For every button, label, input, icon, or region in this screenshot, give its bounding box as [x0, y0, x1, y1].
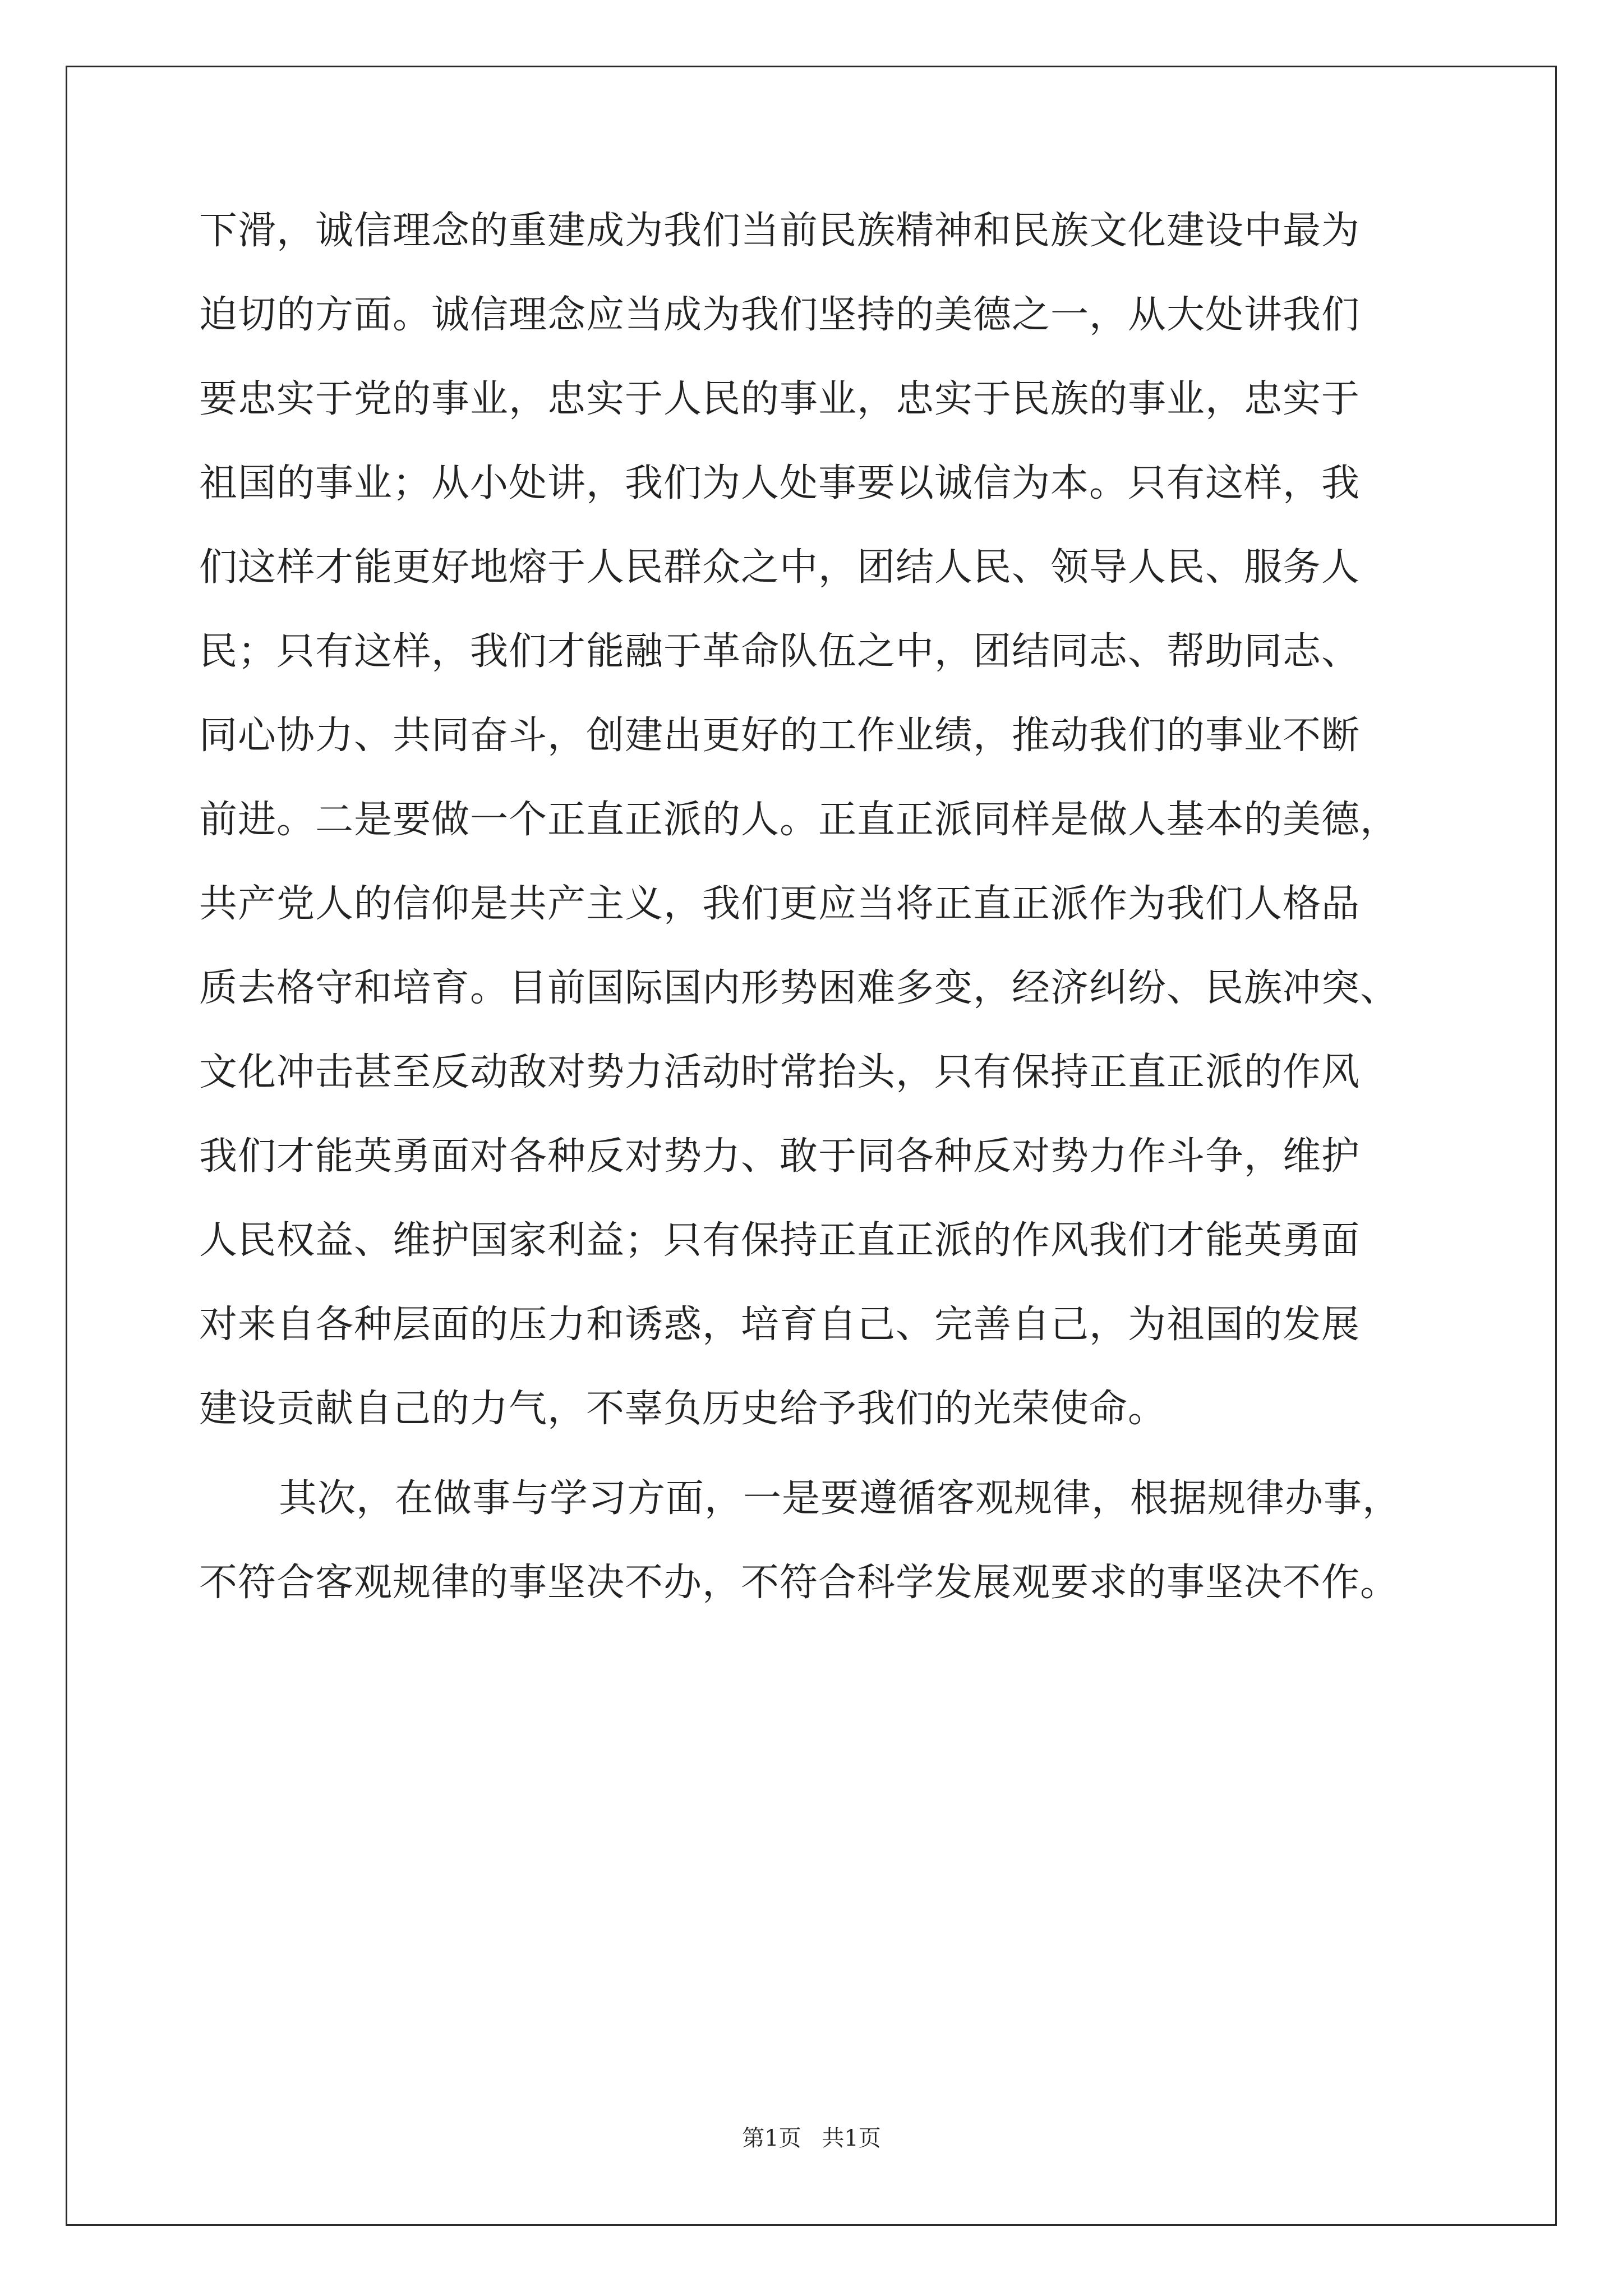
text-line: 下滑，诚信理念的重建成为我们当前民族精神和民族文化建设中最为	[199, 209, 1361, 253]
page-total: 共1页	[822, 2125, 881, 2151]
text-line: 对来自各种层面的压力和诱惑，培育自己、完善自己，为祖国的发展	[199, 1303, 1361, 1347]
paragraph-first-line: 其次，在做事与学习方面，一是要遵循客观规律，根据规律办事，	[279, 1476, 1401, 1521]
text-line: 们这样才能更好地熔于人民群众之中，团结人民、领导人民、服务人	[199, 545, 1361, 590]
page-footer	[0, 2120, 1623, 2152]
text-line: 建设贡献自己的力气，不辜负历史给予我们的光荣使命。	[199, 1387, 1167, 1431]
text-line: 迫切的方面。诚信理念应当成为我们坚持的美德之一，从大处讲我们	[199, 293, 1361, 337]
text-line: 共产党人的信仰是共产主义，我们更应当将正直正派作为我们人格品	[199, 882, 1361, 926]
text-line: 祖国的事业；从小处讲，我们为人处事要以诚信为本。只有这样，我	[199, 461, 1361, 505]
text-line: 不符合客观规律的事坚决不办，不符合科学发展观要求的事坚决不作。	[199, 1561, 1399, 1605]
text-line: 我们才能英勇面对各种反对势力、敢于同各种反对势力作斗争，维护	[199, 1134, 1361, 1179]
page-number: 第1页	[742, 2125, 801, 2151]
text-line: 同心协力、共同奋斗，创建出更好的工作业绩，推动我们的事业不断	[199, 714, 1361, 758]
text-line: 民；只有这样，我们才能融于革命队伍之中，团结同志、帮助同志、	[199, 629, 1361, 674]
text-line: 质去格守和培育。目前国际国内形势困难多变，经济纠纷、民族冲突、	[199, 966, 1399, 1010]
text-line: 要忠实于党的事业，忠实于人民的事业，忠实于民族的事业，忠实于	[199, 377, 1361, 421]
text-line: 人民权益、维护国家利益；只有保持正直正派的作风我们才能英勇面	[199, 1218, 1361, 1263]
text-line: 文化冲击甚至反动敌对势力活动时常抬头，只有保持正直正派的作风	[199, 1050, 1361, 1094]
text-line: 前进。二是要做一个正直正派的人。正直正派同样是做人基本的美德，	[199, 798, 1399, 842]
